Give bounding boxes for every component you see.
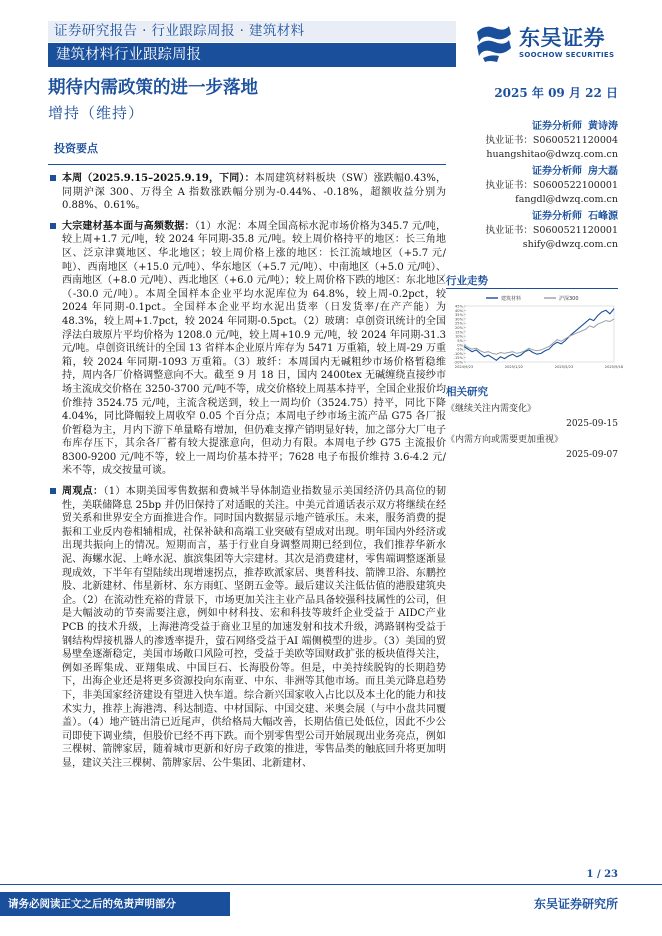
page-number: 1 / 23 [586,869,618,880]
related-heading: 相关研究 [446,386,488,398]
y-tick-label: -15% [453,356,463,361]
footer-disclaimer: 请务必阅读正文之后的免责声明部分 [0,892,230,916]
paragraph-lead: 大宗建材基本面与高频数据： [62,220,195,232]
paragraph-lead: 周观点： [62,486,104,498]
analyst-email[interactable]: huangshitao@dwzq.com.cn [486,148,618,160]
paragraph-fundamentals [48,220,446,478]
paragraph-body: 本周建筑材料板块（SW）涨跌幅0.43%，同期沪深 300、万得全 A 指数涨跌幅分别为-0.44%、-0.18%，超额收益分别为 0.88%、0.61%。 [62,173,446,212]
rating: 增持（维持） [48,104,145,122]
investment-highlights [48,140,446,778]
report-date: 2025 年 09 月 22 日 [494,86,618,100]
logo-text-cn: 东吴证券 [519,26,605,50]
paragraph-weekly [48,172,446,213]
y-tick-label: -10% [453,351,463,356]
section-divider [48,164,446,165]
legend-label: 沪深300 [559,296,579,302]
x-tick-label: 2024/9/23 [454,365,474,369]
report-type-bar: 建筑材料行业跟踪周报 [48,43,456,67]
x-tick-label: 2025/9/18 [604,365,624,369]
y-tick-label: 35% [455,313,463,318]
series-line [464,319,614,354]
analyst-email[interactable]: fangdl@dwzq.com.cn [515,193,618,205]
paragraph-lead: 本周（2025.9.15–2025.9.19，下同）： [62,173,255,184]
y-tick-label: 45% [455,304,463,309]
logo-mark-icon [473,22,515,64]
y-tick-label: 10% [455,334,463,339]
report-breadcrumb: 证券研究报告 · 行业跟踪周报 · 建筑材料 [48,21,456,42]
analyst-title: 证券分析师 [532,121,582,132]
y-tick-label: 20% [455,326,463,331]
analyst-card [468,165,618,206]
bullet-icon [50,223,56,229]
analyst-title: 证券分析师 [532,166,582,177]
legend-label: 建筑材料 [501,296,522,302]
cert-number: S0600522100001 [532,180,618,191]
trend-divider [446,288,618,289]
x-tick-label: 2025/5/23 [554,365,574,369]
y-tick-label: -20% [453,360,463,365]
paragraph-body: （1）水泥：本周全国高标水泥市场价格为345.7 元/吨，较上周+1.7 元/吨，较 2024 年同期-35.8 元/吨。较上周价格持平的地区：长三角地区、泛京津冀地区、华北地区；较上周价格上涨的地区：长江流域地区（+5.7 元/吨）、西南地区（+15.0 元/吨）、华东地区（+5.7 元/吨）、中南地区（+5.0 元/吨）、西南地区（+8.0 元/吨）、西北地区（+6.0 元/吨）；较上周价格下跌的地区：东北地区（-30.0 元/吨）。本周全国样本企业平均水泥库位为 64.8%，较上周-0.2pct，较 2024 年同期-0.1pct。全国样本企业平均水泥出货率（日发货率/在产产能）为48.3%，较上周+1.7pct，较 2024 年同期-0.5pct。（2）玻璃：卓创资讯统计的全国浮法白玻原片平均价格为 1208.0 元/吨，较上周+10.9 元/吨，较 2024 年同期-31.3 元/吨。卓创资讯统计的全国 13 省样本企业原片库存为 5471 万重箱，较上周-29 万重箱，较 2024 年同期-1093 万重箱。（3）玻纤：本周国内无碱粗纱市场价格暂稳维持，周内各厂价格调整意向不大。截至 9 月 18 日，国内 2400tex 无碱缠绕直接纱市场主流成交价格在 3250-3700 元/吨不等，成交价格较上周基本持平，全国企业报价均价维持 3524.75 元/吨，主流含税送到，较上一周均价（3524.75）持平，同比下降 4.04%，同比降幅较上周收窄 0.05 个百分点；本周电子纱市场主流产品 G75 各厂报价暂稳为主，月内下游下单量略有增加，但仍难支撑产销明显好转，加之部分大厂电子布库存压下，其余各厂蓄有较大提涨意向，但动力有限。本周电子纱 G75 主流报价 8300-9200 元/吨不等，较上一周均价基本持平；7628 电子布报价维持 3.6-4.2 元/米不等，成交按量可谈。 [62,220,447,477]
analyst-title: 证券分析师 [532,211,582,222]
soochow-logo [473,22,623,64]
y-tick-label: 25% [455,321,463,326]
related-title[interactable]: 《内需方向或需要更加重视》 [446,435,564,445]
report-title: 期待内需政策的进一步落地 [48,78,258,98]
analyst-name: 石峰源 [588,211,618,222]
y-tick-label: 5% [457,338,463,343]
related-date: 2025-09-15 [566,419,618,429]
cert-number: S0600521120001 [532,225,618,236]
related-item[interactable] [446,401,618,429]
analyst-card [468,210,618,251]
related-title[interactable]: 《继续关注内需变化》 [446,404,537,414]
y-tick-label: 15% [455,330,463,335]
analyst-name: 黄诗涛 [588,121,618,132]
x-tick-label: 2025/1/22 [504,365,524,369]
analyst-name: 房大磊 [588,166,618,177]
footer-divider [0,884,662,885]
paragraph-view [48,485,446,770]
industry-trend-chart [446,292,624,374]
related-date: 2025-09-07 [566,450,618,460]
paragraph-body: （1）本期美国零售数据和费城半导体制造业指数显示美国经济仍具高位的韧性，美联储降息 25bp 并仍旧保持了对适眠的关注。中美元首通话表示双方将继续在经贸关系和世界安全方面推进合作。同时国内数据显示地产链承压。未来，服务消费的提振和工业反内卷相辅相成，社保补缺和高端工业突破有望成对出现。明年国内外经济或出现共振向上的情况。短期而言，基于行业自身调整周期已经到位，我们推荐华新水泥、海螺水泥、上峰水泥、旗滨集团等大宗建材。其次是消费建材，零售端调整逐渐显现成效，下半年有望陆续出现增速拐点，推荐欧派家居、奥普科技、箭牌卫浴、东鹏控股、北新建材、伟星新材、东方雨虹、坚朗五金等。最后建议关注低估值的港股建筑央企。（2）在流动性充裕的背景下，市场更加关注主业产品具备较强科技属性的公司，但是大幅波动的节奏需要注意，例如中材科技、宏和科技等玻纤企业受益于 AIDC产业 PCB 的技术升级，上海港湾受益于商业卫星的加速发射和技术升级，鸿路钢构受益于钢结构焊接机器人的渗透率提升，萤石网络受益于AI 端侧模型的进步。（3）美国的贸易壁垒逐渐稳定，美国市场敞口风险可控，受益于美欧等国财政扩张的板块值得关注，例如圣晖集成、亚翔集成、中国巨石、长海股份等。但是，中美持续脱钩的长期趋势下，出海企业还是将更多资源投向东南亚、中东、非洲等其他市场。而且美元降息趋势下，非美国家经济建设有望进入快车道。综合新兴国家收入占比以及本土化的能力和技术实力，推荐上海港湾、科达制造、中材国际、中国交建、米奥会展（与中小盘共同覆盖）。（4）地产链出清已近尾声，供给格局大幅改善，长期估值已处低位，因此不少公司即使下调业绩，但股价已经不再下跌。而个别零售型公司开始展现出业务亮点，例如三棵树、箭牌家居，随着城市更新和好房子政策的推进，零售品类的触底回升将更加明显，建议关注三棵树、箭牌家居、公牛集团、北新建材、 [62,486,446,769]
cert-number: S0600521120004 [532,135,618,146]
y-tick-label: 0% [457,343,463,348]
y-tick-label: 40% [455,308,463,313]
analyst-card [468,120,618,161]
analyst-email[interactable]: shify@dwzq.com.cn [522,238,618,250]
cert-label: 执业证书： [485,135,533,146]
cert-label: 执业证书： [485,225,533,236]
footer-institute: 东吴证券研究所 [533,897,618,911]
cert-label: 执业证书： [485,180,533,191]
trend-heading: 行业走势 [446,275,488,287]
analyst-list [468,120,618,255]
related-item[interactable] [446,432,618,460]
y-tick-label: -5% [456,347,463,352]
bullet-icon [50,175,56,181]
logo-text-en: SOOCHOW SECURITIES [519,51,615,59]
section-heading: 投资要点 [54,142,98,155]
y-tick-label: 30% [455,317,463,322]
bullet-icon [50,488,56,494]
